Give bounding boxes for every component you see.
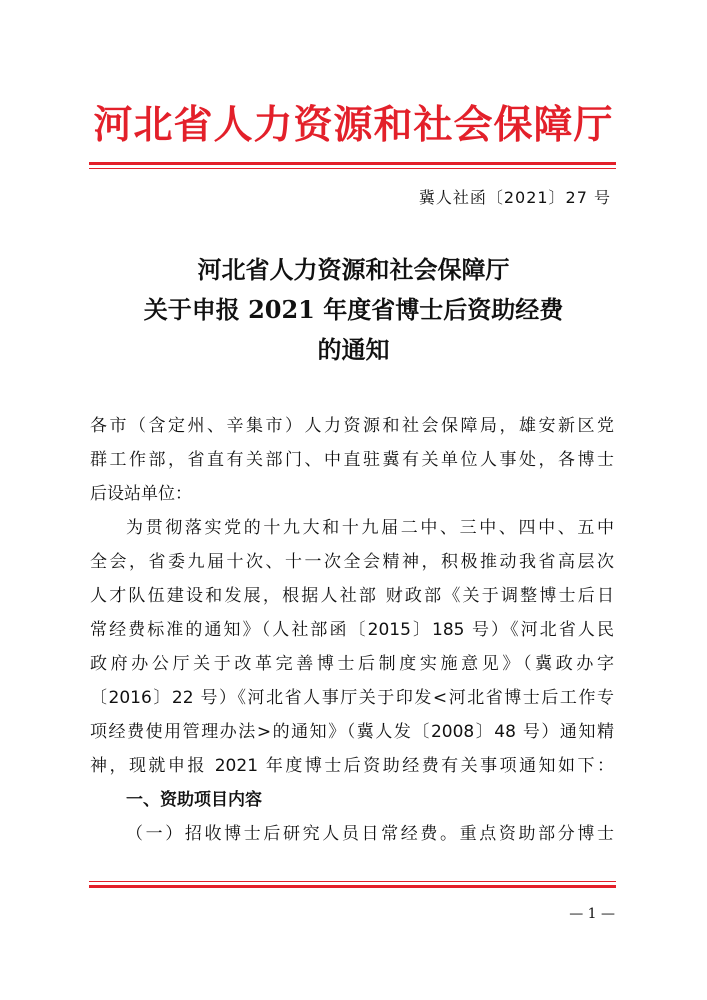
addressee-line: 后设站单位：: [90, 484, 192, 504]
paragraph-line: 神，现就申报 2021 年度博士后资助经费有关事项通知如下：: [90, 756, 614, 776]
addressee-line: 群工作部，省直有关部门、中直驻冀有关单位人事处，各博士: [90, 450, 614, 470]
paragraph-line: 为贯彻落实党的十九大和十九届二中、三中、四中、五中: [126, 518, 614, 538]
paragraph-line: 项经费使用管理办法>的通知》（冀人发〔2008〕48 号）通知精: [90, 722, 614, 742]
paragraph-line: 〔2016〕22 号）《河北省人事厅关于印发<河北省博士后工作专: [90, 688, 614, 708]
red-rule-thin-top: [89, 168, 616, 169]
document-number: 冀人社函〔2021〕27 号: [418, 188, 611, 207]
page-number: — 1 —: [569, 906, 615, 922]
paragraph-line: 政府办公厅关于改革完善博士后制度实施意见》（冀政办字: [90, 654, 614, 674]
issuing-organization-header: 河北省人力资源和社会保障厅: [93, 102, 614, 148]
paragraph-line: 人才队伍建设和发展，根据人社部 财政部《关于调整博士后日: [90, 586, 614, 606]
red-rule-thick-bottom: [89, 885, 616, 888]
red-rule-thin-bottom: [89, 881, 616, 882]
notice-title: [0, 250, 707, 370]
paragraph-line: （一）招收博士后研究人员日常经费。重点资助部分博士: [126, 824, 614, 844]
addressee-line: 各市（含定州、辛集市）人力资源和社会保障局，雄安新区党: [90, 416, 614, 436]
section-heading: 一、资助项目内容: [126, 790, 262, 810]
notice-title-line-2: 关于申报 2021 年度省博士后资助经费: [143, 295, 564, 324]
body-text: [90, 409, 614, 851]
notice-title-line-1: 河北省人力资源和社会保障厅: [197, 255, 510, 284]
paragraph-line: 常经费标准的通知》（人社部函〔2015〕185 号）《河北省人民: [90, 620, 614, 640]
notice-title-line-3: 的通知: [317, 335, 390, 364]
paragraph-line: 全会，省委九届十次、十一次全会精神，积极推动我省高层次: [90, 552, 614, 572]
red-rule-thick-top: [89, 162, 616, 165]
